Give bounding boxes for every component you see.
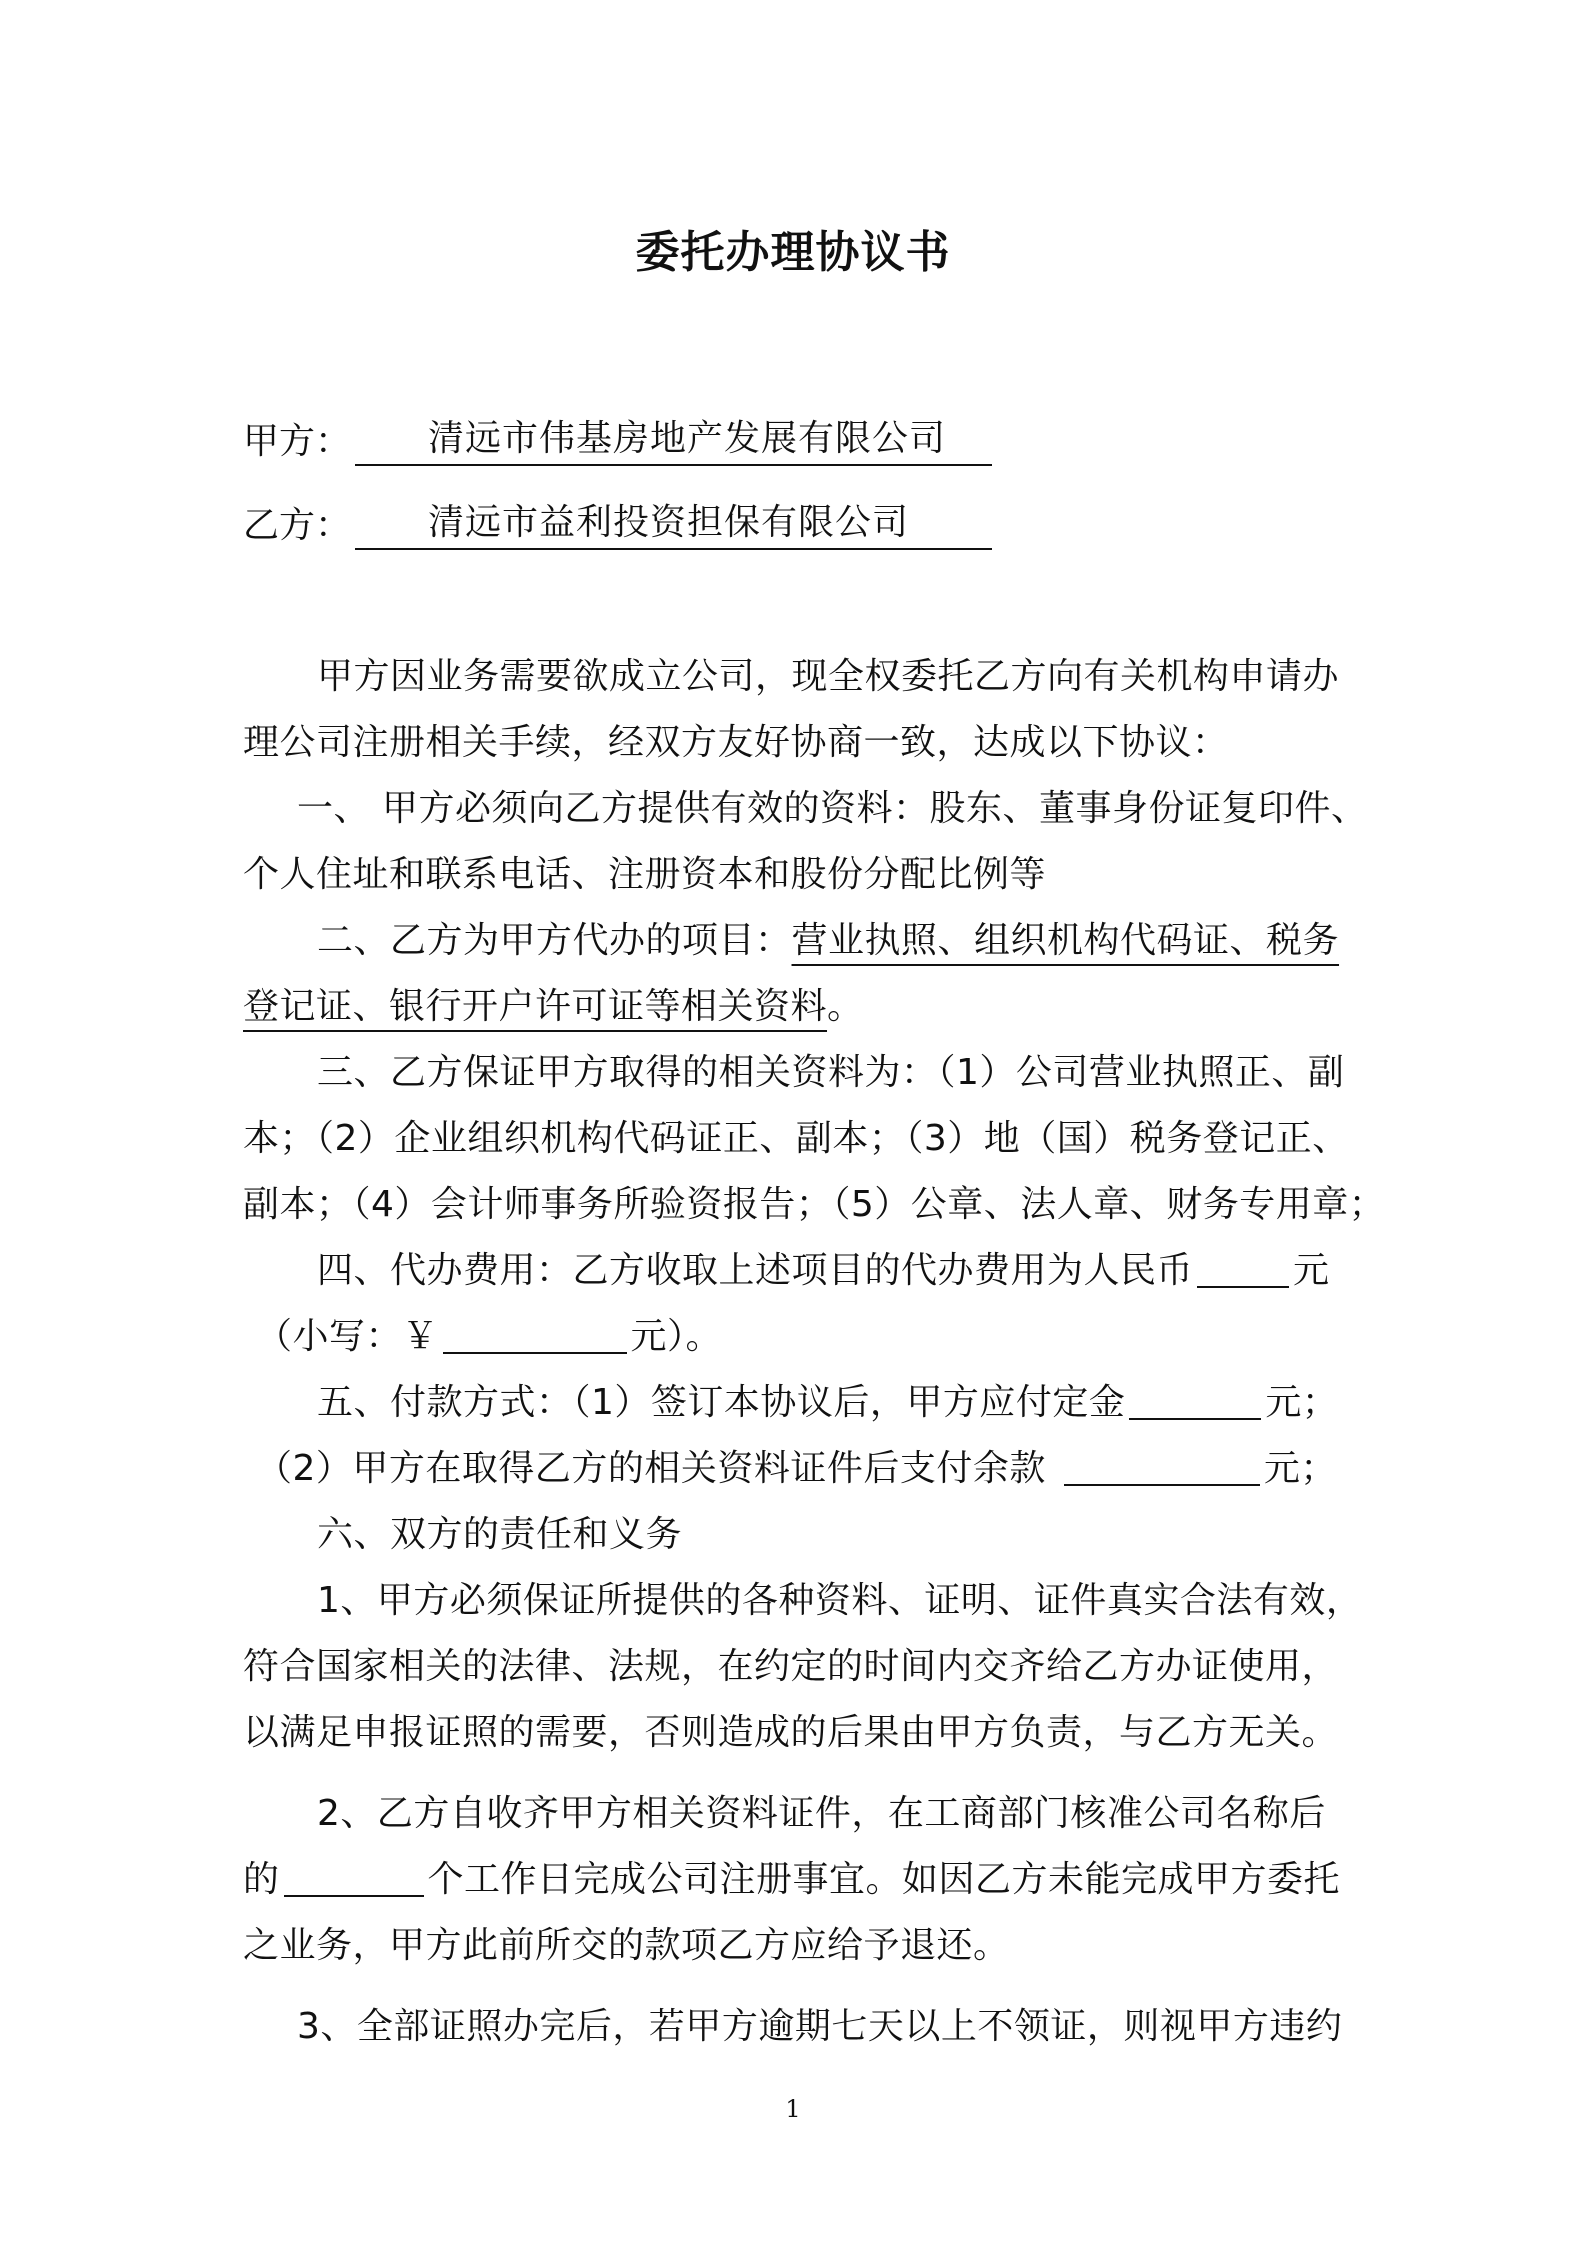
- section-1-line-2: 个人住址和联系电话、注册资本和股份分配比例等: [243, 854, 1047, 895]
- section-5-text: 五、付款方式：（1）签订本协议后，甲方应付定金: [317, 1382, 1126, 1423]
- party-a-underline: [355, 464, 992, 466]
- section-2-items-underlined: 营业执照、组织机构代码证、税务: [791, 920, 1340, 961]
- party-a-name: 清远市伟基房地产发展有限公司: [428, 418, 947, 459]
- section-4-line-1: [317, 1242, 1330, 1293]
- intro-line-2: 理公司注册相关手续，经双方友好协商一致，达成以下协议：: [243, 722, 1229, 763]
- section-2-label: 二、乙方为甲方代办的项目：: [317, 920, 792, 961]
- fee-lowercase-blank[interactable]: [443, 1320, 627, 1354]
- fee-unit: 元: [1293, 1250, 1330, 1291]
- deposit-unit: 元；: [1265, 1382, 1339, 1423]
- section-4-line-2: [256, 1308, 722, 1359]
- balance-unit: 元；: [1263, 1448, 1337, 1489]
- clause-1-line-1: 1、甲方必须保证所提供的各种资料、证明、证件真实合法有效，: [317, 1580, 1363, 1621]
- document-title: 委托办理协议书: [635, 227, 951, 278]
- clause-2-line-2: [243, 1851, 1340, 1902]
- section-3-line-3: 副本；（4）会计师事务所验资报告；（5）公章、法人章、财务专用章；: [243, 1184, 1386, 1225]
- clause-2-line-1: 2、乙方自收齐甲方相关资料证件，在工商部门核准公司名称后: [317, 1793, 1326, 1834]
- section-1-line-1: 一、 甲方必须向乙方提供有效的资料：股东、董事身份证复印件、: [297, 788, 1368, 829]
- section-3-line-1: 三、乙方保证甲方取得的相关资料为：（1）公司营业执照正、副: [317, 1052, 1345, 1093]
- clause-2-line-3: 之业务，甲方此前所交的款项乙方应给予退还。: [243, 1925, 1010, 1966]
- section-2-line-1: [317, 912, 1339, 963]
- party-b-label: 乙方：: [243, 505, 352, 546]
- clause-2-prefix: 的: [243, 1859, 280, 1900]
- section-2-end: 。: [827, 986, 864, 1027]
- section-5-line-2: [256, 1440, 1337, 1491]
- fee-amount-blank[interactable]: [1197, 1254, 1289, 1288]
- section-6-heading: 六、双方的责任和义务: [317, 1514, 683, 1555]
- section-5-line-1: [317, 1374, 1338, 1425]
- section-3-line-2: 本；（2）企业组织机构代码证正、副本；（3）地（国）税务登记正、: [243, 1118, 1349, 1159]
- party-b-underline: [355, 548, 992, 550]
- section-4-text: 四、代办费用：乙方收取上述项目的代办费用为人民币: [317, 1250, 1194, 1291]
- intro-line-1: 甲方因业务需要欲成立公司，现全权委托乙方向有关机构申请办: [317, 656, 1340, 697]
- clause-3-line-1: 3、全部证照办完后，若甲方逾期七天以上不领证，则视甲方违约: [297, 2006, 1343, 2047]
- party-b-name: 清远市益利投资担保有限公司: [428, 502, 910, 543]
- fee-lowercase-unit: 元）。: [630, 1316, 723, 1357]
- section-2-items-underlined-cont: 登记证、银行开户许可证等相关资料: [243, 986, 828, 1027]
- clause-2-text: 个工作日完成公司注册事宜。如因乙方未能完成甲方委托: [427, 1859, 1341, 1900]
- balance-text: （2）甲方在取得乙方的相关资料证件后支付余款: [256, 1448, 1046, 1489]
- clause-1-line-3: 以满足申报证照的需要，否则造成的后果由甲方负责，与乙方无关。: [243, 1712, 1339, 1753]
- section-2-line-2: [243, 978, 864, 1029]
- fee-lowercase-label: （小写：￥: [256, 1316, 439, 1357]
- deposit-blank[interactable]: [1129, 1386, 1261, 1420]
- balance-blank[interactable]: [1064, 1452, 1260, 1486]
- page-number: 1: [785, 2095, 801, 2123]
- clause-1-line-2: 符合国家相关的法律、法规，在约定的时间内交齐给乙方办证使用，: [243, 1646, 1339, 1687]
- party-a-label: 甲方：: [243, 421, 352, 462]
- workdays-blank[interactable]: [284, 1863, 424, 1897]
